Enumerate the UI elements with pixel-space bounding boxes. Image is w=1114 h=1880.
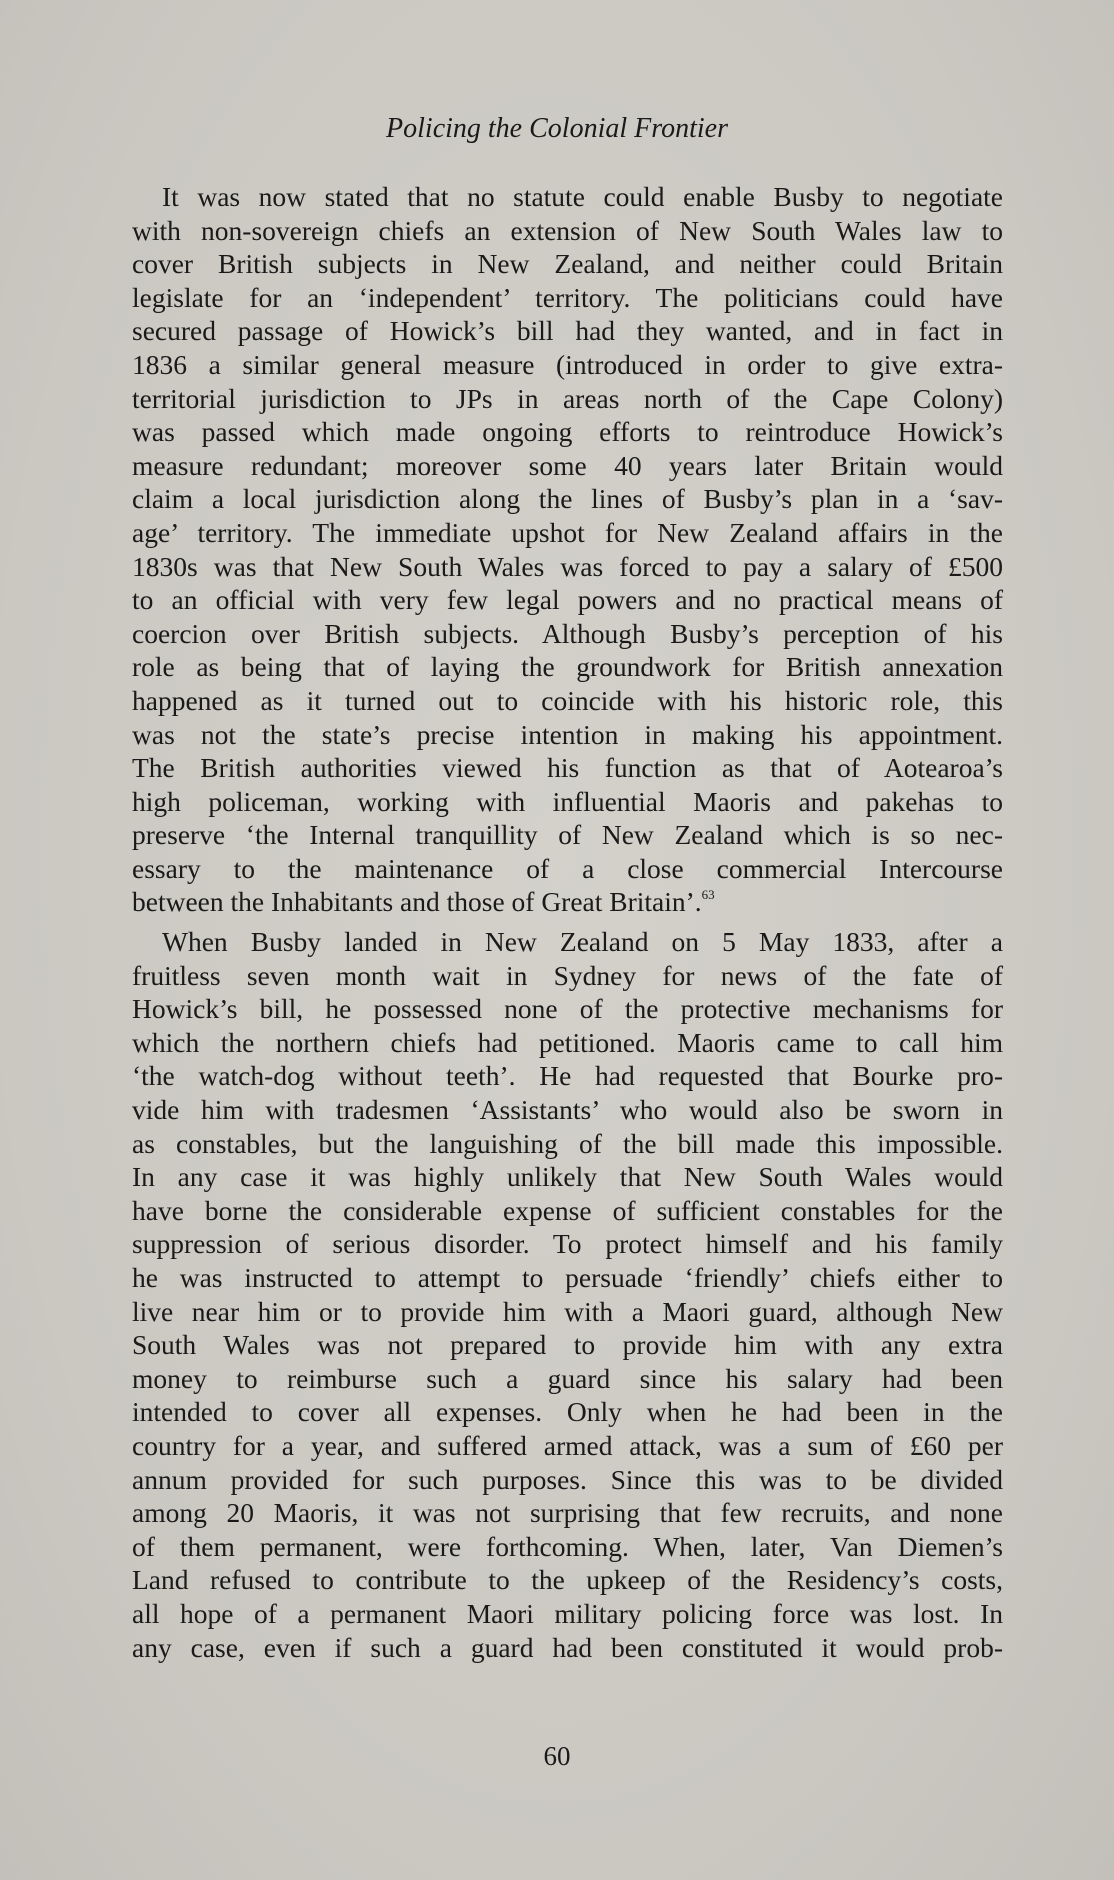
paragraph-1 — [132, 180, 1003, 919]
text-line: high policeman, working with influential Maoris and pakehas to — [132, 785, 1003, 817]
text-line: 1830s was that New South Wales was forced to pay a salary of £500 — [132, 550, 1003, 582]
text-line: he was instructed to attempt to persuade ‘friendly’ chiefs either to — [132, 1262, 1003, 1293]
text-line: of them permanent, were forthcoming. When, later, Van Diemen’s — [132, 1530, 1003, 1562]
text-line: any case, even if such a guard had been constituted it would prob- — [132, 1631, 1003, 1663]
page-number: 60 — [543, 1741, 571, 1771]
text-line-last — [132, 885, 1003, 919]
text-line: secured passage of Howick’s bill had they wanted, and in fact in — [132, 315, 1003, 347]
text-line: annum provided for such purposes. Since this was to be divided — [132, 1463, 1003, 1495]
text-line: vide him with tradesmen ‘Assistants’ who would also be sworn in — [132, 1094, 1003, 1126]
text-line: all hope of a permanent Maori military policing force was lost. In — [132, 1597, 1003, 1629]
text-line: live near him or to provide him with a Maori guard, although New — [132, 1295, 1003, 1327]
text-line: with non-sovereign chiefs an extension of New South Wales law to — [132, 214, 1003, 246]
body-text — [132, 180, 1003, 1664]
footnote-reference: 63 — [701, 887, 715, 903]
text-line: ‘the watch-dog without teeth’. He had requested that Bourke pro- — [132, 1060, 1003, 1092]
text-line: role as being that of laying the groundwork for British annexation — [132, 651, 1003, 683]
text-line: 1836 a similar general measure (introduced in order to give extra- — [132, 348, 1003, 380]
text-line: preserve ‘the Internal tranquillity of New Zealand which is so nec- — [132, 819, 1003, 851]
text-line: age’ territory. The immediate upshot for New Zealand affairs in the — [132, 516, 1003, 548]
text-line: Howick’s bill, he possessed none of the protective mechanisms for — [132, 993, 1003, 1025]
text-line: among 20 Maoris, it was not surprising that few recruits, and none — [132, 1497, 1003, 1529]
text-line: It was now stated that no statute could enable Busby to negotiate — [162, 181, 1003, 212]
text-line: In any case it was highly unlikely that New South Wales would — [132, 1161, 1003, 1193]
text-line: legislate for an ‘independent’ territory. The politicians could have — [132, 281, 1003, 313]
text-line: was not the state’s precise intention in making his appointment. — [132, 718, 1003, 750]
text-line: as constables, but the languishing of the bill made this impossible. — [132, 1127, 1003, 1159]
running-header: Policing the Colonial Frontier — [386, 113, 728, 144]
text-line: essary to the maintenance of a close commercial Intercourse — [132, 852, 1003, 884]
text-line: territorial jurisdiction to JPs in areas north of the Cape Colony) — [132, 382, 1003, 414]
text-line: country for a year, and suffered armed attack, was a sum of £60 per — [132, 1429, 1003, 1461]
text-line: have borne the considerable expense of sufficient constables for the — [132, 1194, 1003, 1226]
text-line: measure redundant; moreover some 40 years later Britain would — [132, 449, 1003, 481]
text-line: which the northern chiefs had petitioned. Maoris came to call him — [132, 1026, 1003, 1058]
text-line: to an official with very few legal powers and no practical means of — [132, 584, 1003, 616]
text-line: coercion over British subjects. Although Busby’s perception of his — [132, 617, 1003, 649]
text-line: money to reimburse such a guard since his salary had been — [132, 1362, 1003, 1394]
text-line: cover British subjects in New Zealand, and neither could Britain — [132, 248, 1003, 280]
text-line: The British authorities viewed his function as that of Aotearoa’s — [132, 752, 1003, 784]
text-line: South Wales was not prepared to provide him with any extra — [132, 1329, 1003, 1361]
text-line: claim a local jurisdiction along the lines of Busby’s plan in a ‘sav- — [132, 483, 1003, 515]
text-line: Land refused to contribute to the upkeep of the Residency’s costs, — [132, 1564, 1003, 1596]
text-line: was passed which made ongoing efforts to reintroduce Howick’s — [132, 416, 1003, 448]
paragraph-2 — [132, 925, 1003, 1664]
text-line-content: between the Inhabitants and those of Great Britain’. — [132, 886, 702, 918]
text-line: When Busby landed in New Zealand on 5 May 1833, after a — [162, 926, 1003, 958]
text-line: suppression of serious disorder. To protect himself and his family — [132, 1228, 1003, 1260]
text-line: happened as it turned out to coincide with his historic role, this — [132, 684, 1003, 716]
text-line: fruitless seven month wait in Sydney for news of the fate of — [132, 959, 1003, 991]
text-line: intended to cover all expenses. Only when he had been in the — [132, 1396, 1003, 1428]
